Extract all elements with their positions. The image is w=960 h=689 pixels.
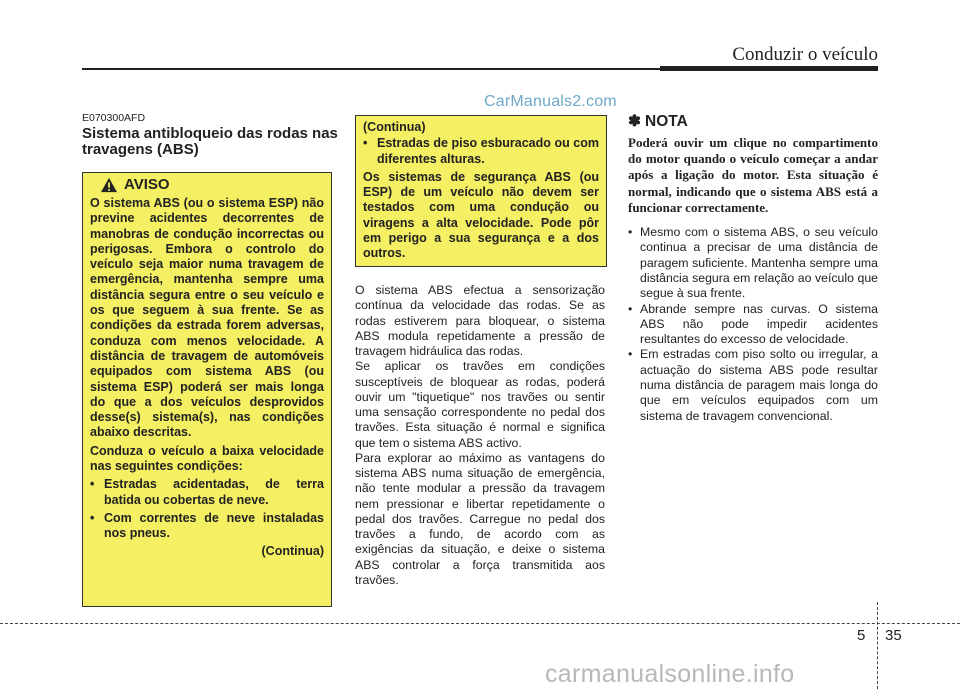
bullet-text: Estradas de piso esburacado ou com diferentes alturas.: [377, 136, 599, 166]
watermark-bottom[interactable]: carmanualsonline.info: [545, 660, 795, 688]
watermark-top[interactable]: CarManuals2.com: [484, 93, 617, 110]
warning-bullet: [363, 136, 599, 167]
note-star-icon: ✽: [628, 113, 641, 130]
page-number: 35: [885, 627, 902, 644]
bullet-text: Abrande sempre nas curvas. O sistema ABS não pode impedir acidentes resultantes do excesso de velocidade.: [640, 301, 878, 347]
bullet-dot: •: [628, 347, 633, 362]
bullet-text: Em estradas com piso solto ou irregular, a actuação do sistema ABS pode resultar numa distância de paragem mais longa do que em veículos equipados com um sistema de travagem convencional.: [640, 347, 878, 423]
header-rule-thick: [660, 66, 878, 71]
note-bullet: [628, 302, 878, 348]
bullet-text: Mesmo com o sistema ABS, o seu veículo continua a precisar de uma distância de paragem suficiente. Mantenha sempre uma distância segura em relação ao veículo que segue à sua frente.: [640, 225, 878, 301]
note-title: NOTA: [645, 112, 688, 130]
continued-label: (Continua): [363, 120, 426, 134]
bullet-dot: •: [628, 225, 633, 240]
warning-continued-box: [355, 115, 607, 267]
body-paragraph: Se aplicar os travões em condições susceptíveis de bloquear as rodas, poderá ouvir um "tiquetique" nos travões ou sentir uma sensação correspondente no pedal dos travões. Esta situação é normal e significa que tem o sistema ABS activo.: [355, 359, 605, 450]
warning-paragraph: Conduza o veículo a baixa velocidade nas seguintes condições:: [90, 443, 324, 474]
bullet-dot: •: [90, 477, 95, 492]
warning-box: [82, 172, 332, 607]
note-header: [628, 112, 878, 131]
note-bullet: [628, 225, 878, 301]
bullet-dot: •: [628, 301, 633, 316]
section-number: 5: [857, 627, 866, 644]
note-section: [628, 112, 878, 424]
warning-paragraph: Os sistemas de segurança ABS (ou ESP) de um veículo não devem ser testados com uma condução ou viragens a alta velocidade. Pode pôr em perigo a sua segurança e a dos outros.: [363, 169, 599, 261]
warning-paragraph: O sistema ABS (ou o sistema ESP) não previne acidentes decorrentes de manobras de condução incorrectas ou perigosas. Embora o controlo do veículo seja maior numa travagem de emergência, mantenha sempre uma distância segura entre o seu veículo e os que seguem à sua frente. Se as condições da estrada forem adversas, conduza com menos velocidade. A distância de travagem de automóveis equipados com sistema ABS (ou sistema ESP) poderá ser mais longa do que a dos veículos desprovidos desse(s) sistema(s), nas condições abaixo descritas.: [90, 196, 324, 440]
body-paragraph: Para explorar ao máximo as vantagens do sistema ABS numa situação de emergência, não tente modular a pressão da travagem nem pressionar e libertar repetidamente o pedal dos travões. Carregue no pedal dos travões a fundo, de acordo com as exigências da situação, e deixe o sistema ABS controlar a força transmitida aos travões.: [355, 450, 605, 587]
body-text-column: [355, 283, 605, 588]
bullet-dot: •: [90, 510, 95, 525]
warning-title: AVISO: [124, 176, 170, 194]
section-heading: Sistema antibloqueio das rodas nas travagens (ABS): [82, 125, 338, 158]
note-text: Poderá ouvir um clique no compartimento do motor quando o veículo começar a andar após a ligação do motor. Esta situação é normal, indicando que o sistema ABS está a funcionar correctamente.: [628, 135, 878, 215]
warning-bullet: [90, 511, 324, 542]
footer-rule: [0, 623, 960, 624]
warning-header: [100, 177, 324, 193]
header-rule: [82, 68, 660, 70]
section-title: Conduzir o veículo: [732, 44, 878, 65]
footer-divider: [877, 602, 878, 689]
note-list: [628, 225, 878, 424]
bullet-text: Estradas acidentadas, de terra batida ou cobertas de neve.: [104, 477, 324, 507]
bullet-dot: •: [363, 136, 368, 151]
note-bullet: [628, 347, 878, 423]
document-code: E070300AFD: [82, 112, 146, 124]
body-paragraph: O sistema ABS efectua a sensorização contínua da velocidade das rodas. Se as rodas estiverem para bloquear, o sistema ABS modula repetidamente a pressão de travagem hidráulica das rodas.: [355, 283, 605, 358]
warning-triangle-icon: [100, 177, 118, 193]
warning-bullet: [90, 477, 324, 508]
continued-label: (Continua): [261, 543, 324, 558]
bullet-text: Com correntes de neve instaladas nos pneus.: [104, 510, 324, 541]
